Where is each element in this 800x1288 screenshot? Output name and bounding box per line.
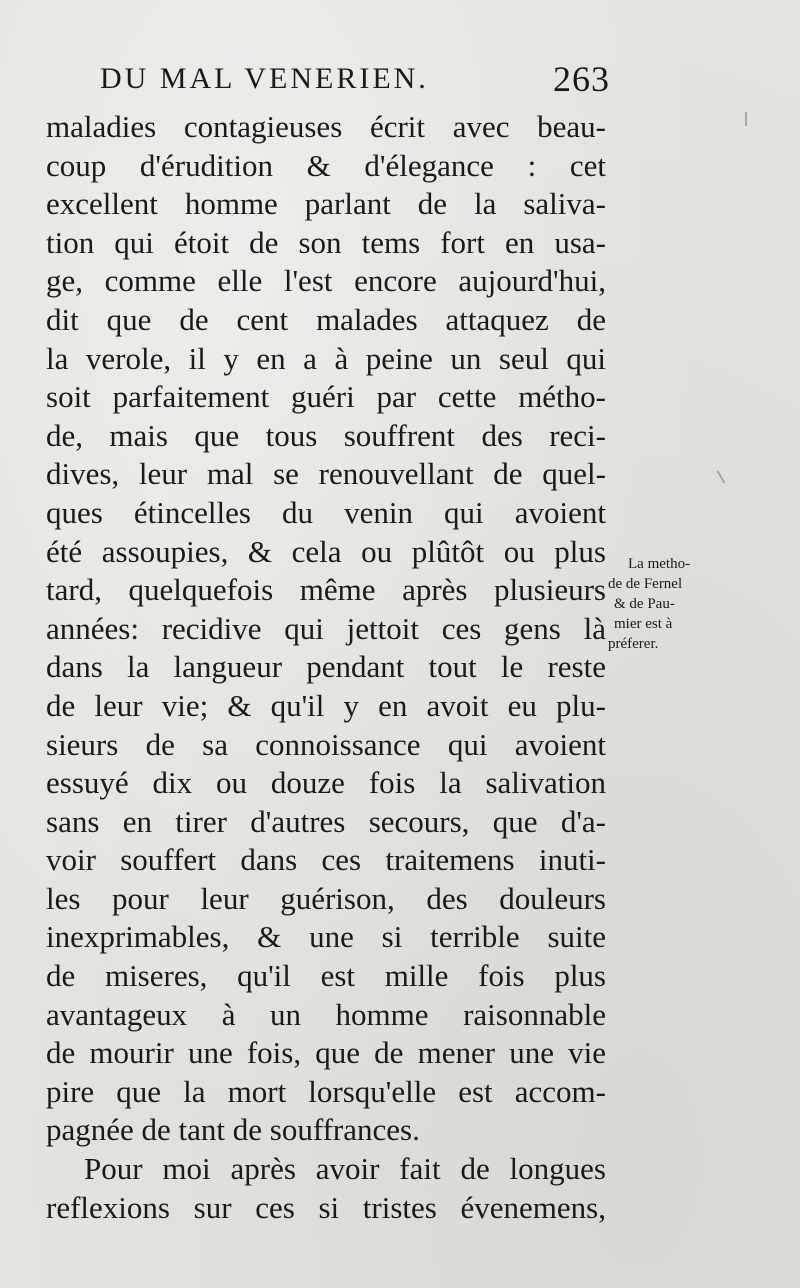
text-line: avantageux à un homme raisonnable [46, 996, 606, 1032]
text-line: été assoupies, & cela ou plûtôt ou plus [46, 533, 606, 569]
margin-note-line: de de Fernel [608, 576, 683, 592]
text-line: sieurs de sa connoissance qui avoient [46, 726, 606, 762]
text-line: inexprimables, & une si terrible suite [46, 919, 606, 955]
margin-note-line: préferer. [608, 636, 659, 652]
page-header [100, 58, 610, 104]
text-line: les pour leur guérison, des douleurs [46, 880, 606, 916]
paper-blemish [717, 470, 726, 483]
paper-blemish [745, 112, 747, 126]
text-line: excellent homme parlant de la saliva- [46, 186, 606, 222]
text-line: pire que la mort lorsqu'elle est accom- [46, 1073, 606, 1109]
text-line: dives, leur mal se renouvellant de quel- [46, 456, 606, 492]
text-line: ge, comme elle l'est encore aujourd'hui, [46, 263, 606, 299]
page-number: 263 [553, 59, 610, 99]
text-line: de leur vie; & qu'il y en avoit eu plu- [46, 687, 606, 723]
text-line: ques étincelles du venin qui avoient [46, 494, 606, 530]
running-title: DU MAL VENERIEN. [100, 62, 429, 95]
text-line: pagnée de tant de souffrances. [46, 1112, 420, 1148]
text-line: voir souffert dans ces traitemens inuti- [46, 842, 606, 878]
text-line: maladies contagieuses écrit avec beau- [46, 109, 606, 144]
text-line: la verole, il y en a à peine un seul qui [46, 340, 606, 376]
text-line: de, mais que tous souffrent des reci- [46, 417, 606, 453]
text-line: coup d'érudition & d'élegance : cet [46, 147, 606, 183]
text-line: de mourir une fois, que de mener une vie [46, 1035, 606, 1071]
text-line: de miseres, qu'il est mille fois plus [46, 958, 606, 994]
text-line: tard, quelquefois même après plusieurs [46, 572, 606, 608]
body-text [46, 108, 606, 1227]
margin-note-line: & de Pau- [614, 596, 675, 612]
text-line: sans en tirer d'autres secours, que d'a- [46, 803, 606, 839]
text-line: essuyé dix ou douze fois la salivation [46, 765, 606, 801]
margin-note [608, 554, 768, 654]
margin-note-line: La metho- [628, 556, 691, 572]
text-line: années: recidive qui jettoit ces gens là [46, 610, 606, 646]
text-line: reflexions sur ces si tristes évenemens, [46, 1189, 606, 1225]
paragraph-start-line: Pour moi après avoir fait de longues [84, 1151, 606, 1187]
text-line: dans la langueur pendant tout le reste [46, 649, 606, 685]
text-line: tion qui étoit de son tems fort en usa- [46, 224, 606, 260]
text-line: dit que de cent malades attaquez de [46, 301, 606, 337]
margin-note-line: mier est à [614, 616, 673, 632]
text-line: soit parfaitement guéri par cette métho- [46, 379, 606, 415]
